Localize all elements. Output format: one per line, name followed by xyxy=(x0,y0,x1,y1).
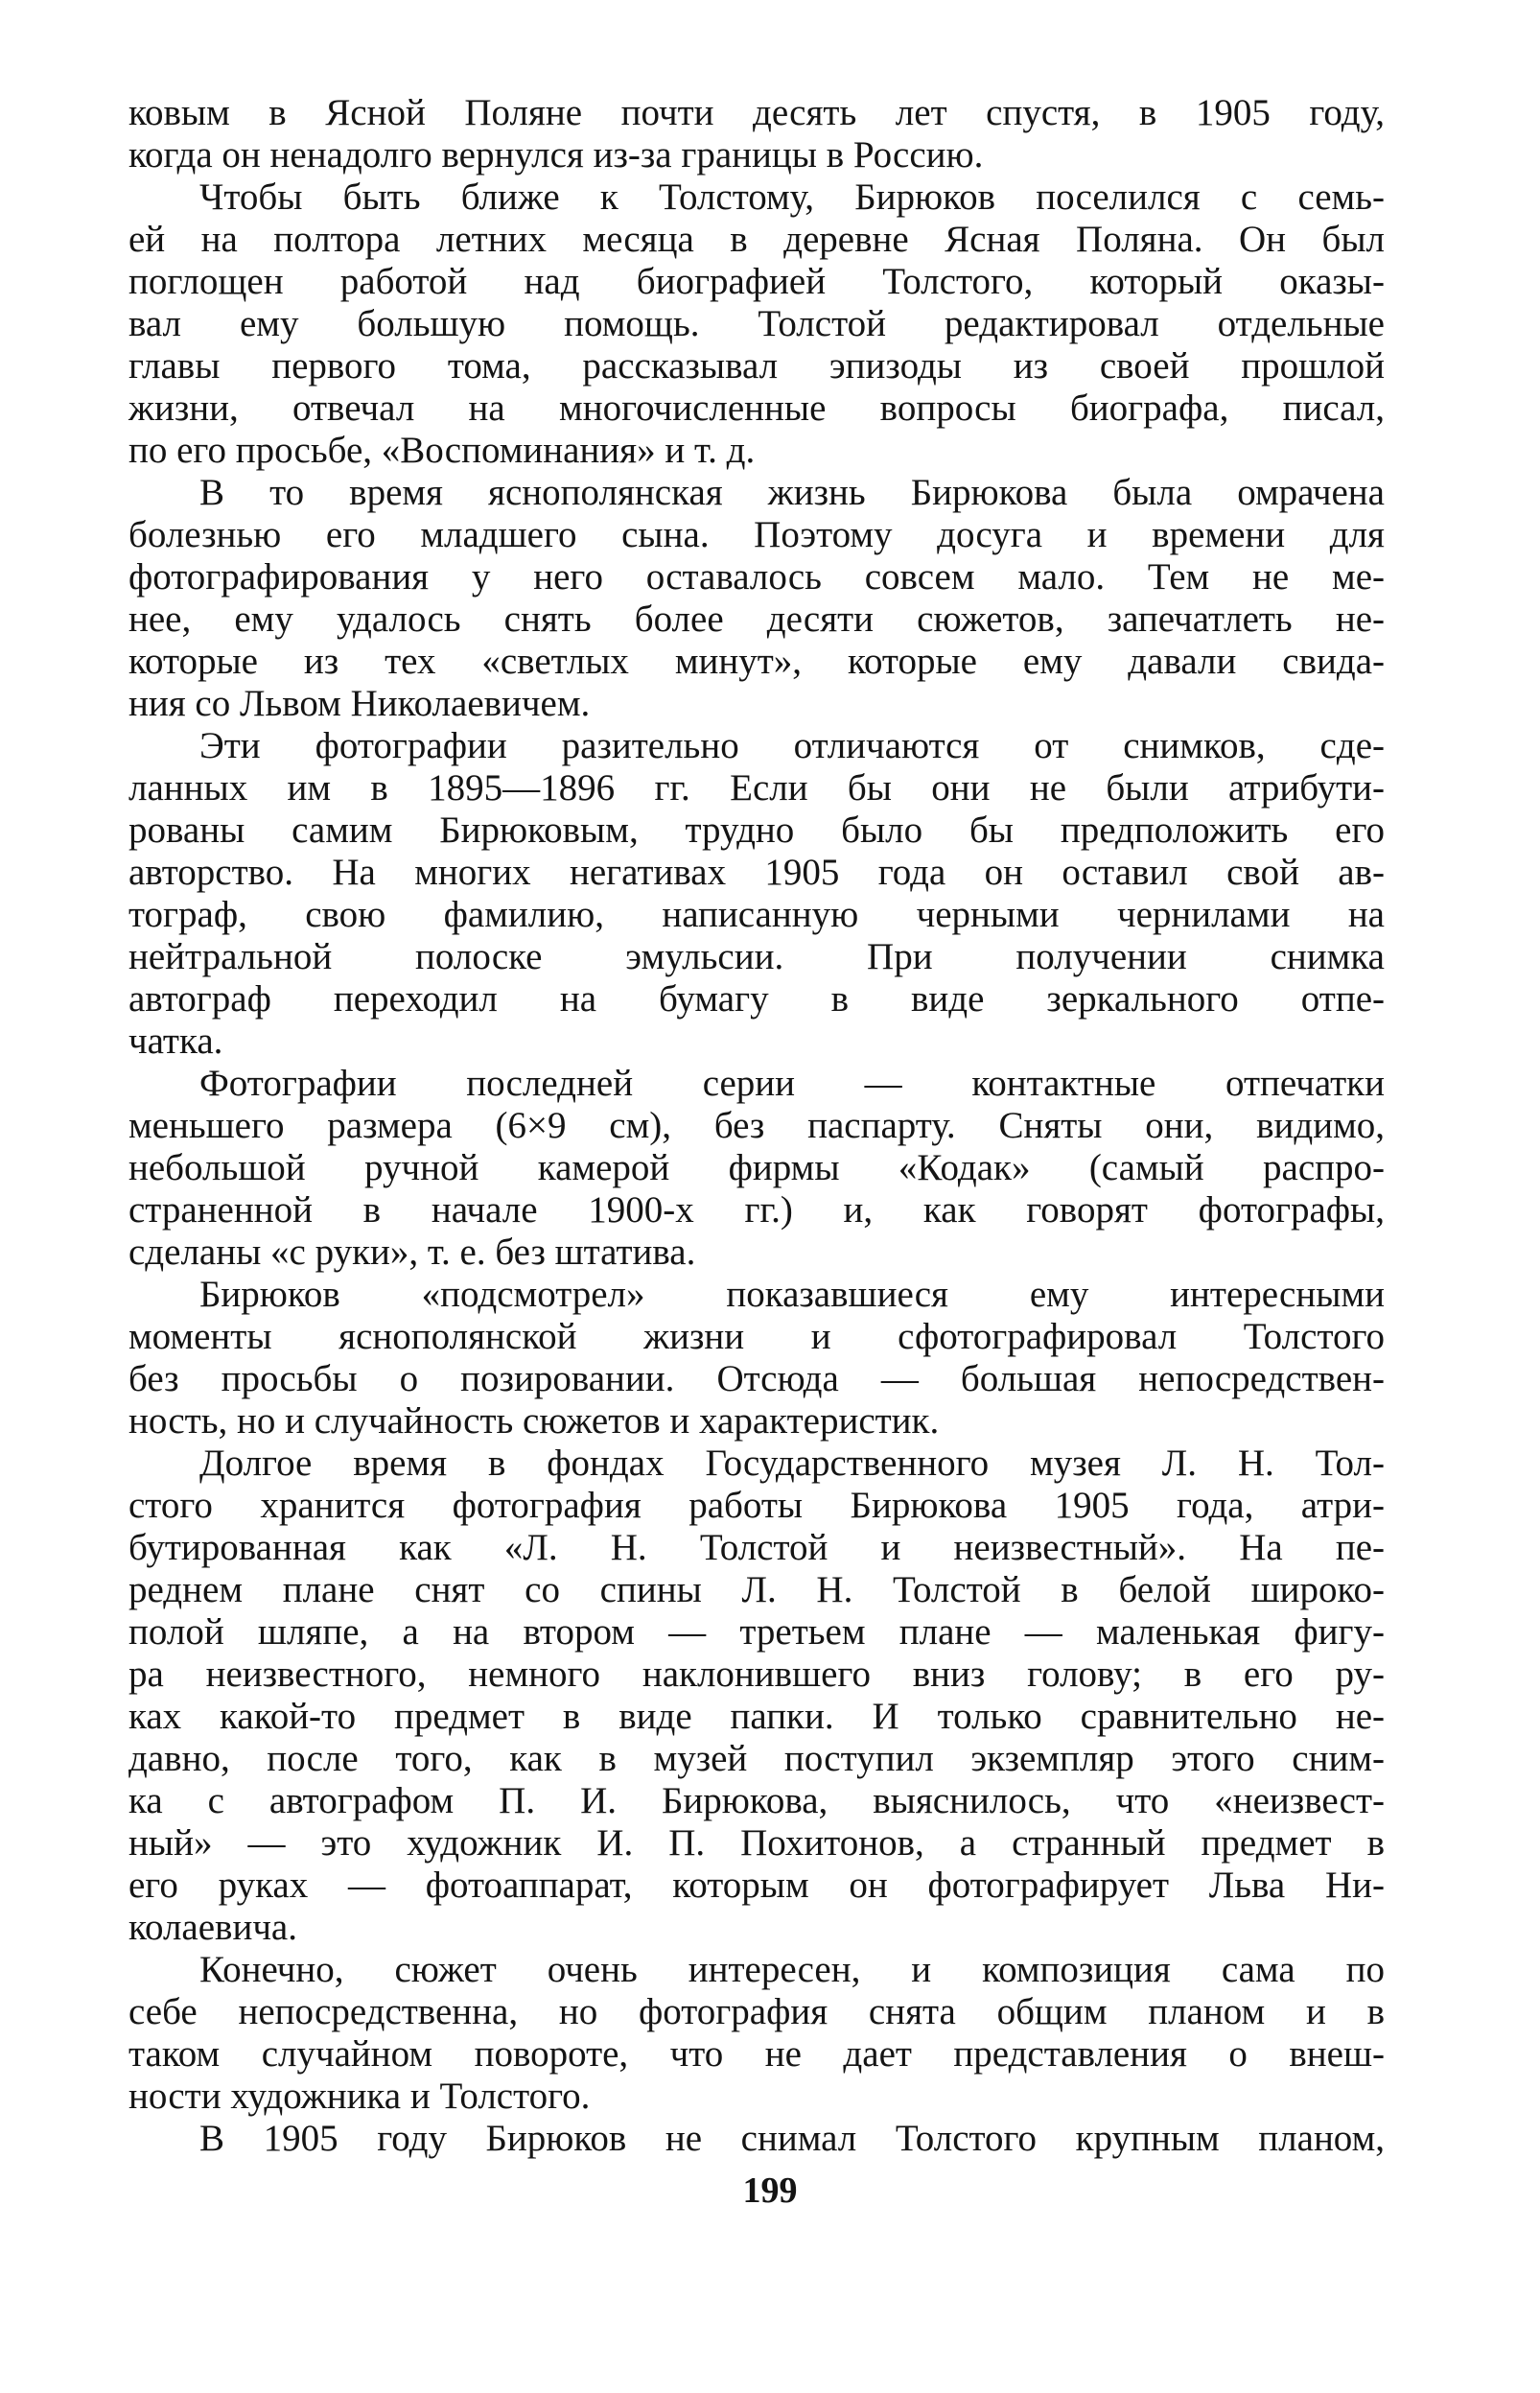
text-line: Долгое время в фондах Государственного музея Л. Н. Тол- xyxy=(199,1443,1385,1484)
text-line: ланных им в 1895—1896 гг. Если бы они не были атрибути- xyxy=(128,767,1385,809)
text-line: стого хранится фотография работы Бирюкова 1905 года, атри- xyxy=(128,1485,1385,1526)
text-line: сделаны «с руки», т. е. без штатива. xyxy=(128,1232,696,1273)
text-line: ра неизвестного, немного наклонившего вниз голову; в его ру- xyxy=(128,1654,1385,1695)
text-line: В 1905 году Бирюков не снимал Толстого крупным планом, xyxy=(199,2118,1385,2159)
text-line: ный» — это художник И. П. Похитонов, а странный предмет в xyxy=(128,1822,1385,1864)
text-line: меньшего размера (6×9 см), без паспарту. Сняты они, видимо, xyxy=(128,1105,1385,1146)
text-line: Фотографии последней серии — контактные отпечатки xyxy=(199,1063,1385,1104)
text-line: ния со Львом Николаевичем. xyxy=(128,683,591,724)
text-line: ность, но и случайность сюжетов и характеристик. xyxy=(128,1400,940,1442)
text-line: его руках — фотоаппарат, которым он фотографирует Льва Ни- xyxy=(128,1865,1385,1906)
text-line: страненной в начале 1900-х гг.) и, как говорят фотографы, xyxy=(128,1189,1385,1231)
text-line: ка с автографом П. И. Бирюкова, выяснилось, что «неизвест- xyxy=(128,1780,1385,1821)
text-line: полой шляпе, а на втором — третьем плане — маленькая фигу- xyxy=(128,1611,1385,1653)
text-line: жизни, отвечал на многочисленные вопросы биографа, писал, xyxy=(128,387,1385,429)
text-line: Чтобы быть ближе к Толстому, Бирюков поселился с семь- xyxy=(199,176,1385,218)
text-line: ковым в Ясной Поляне почти десять лет спустя, в 1905 году, xyxy=(128,92,1385,133)
text-line: ей на полтора летних месяца в деревне Ясная Поляна. Он был xyxy=(128,219,1385,260)
text-line: моменты яснополянской жизни и сфотографировал Толстого xyxy=(128,1316,1385,1357)
text-line: Эти фотографии разительно отличаются от снимков, сде- xyxy=(199,725,1385,766)
text-line: В то время яснополянская жизнь Бирюкова была омрачена xyxy=(199,472,1385,513)
text-line: чатка. xyxy=(128,1021,223,1062)
page-body xyxy=(128,92,1385,2160)
text-line: небольшой ручной камерой фирмы «Кодак» (самый распро- xyxy=(128,1147,1385,1188)
text-line: рованы самим Бирюковым, трудно было бы предположить его xyxy=(128,809,1385,851)
text-line: колаевича. xyxy=(128,1907,297,1948)
text-line: Конечно, сюжет очень интересен, и композиция сама по xyxy=(199,1949,1385,1990)
text-line: главы первого тома, рассказывал эпизоды из своей прошлой xyxy=(128,345,1385,387)
text-line: по его просьбе, «Воспоминания» и т. д. xyxy=(128,430,756,471)
text-line: которые из тех «светлых минут», которые ему давали свида- xyxy=(128,641,1385,682)
text-line: нее, ему удалось снять более десяти сюжетов, запечатлеть не- xyxy=(128,598,1385,640)
text-line: Бирюков «подсмотрел» показавшиеся ему интересными xyxy=(199,1274,1385,1315)
text-line: автограф переходил на бумагу в виде зеркального отпе- xyxy=(128,978,1385,1020)
text-line: себе непосредственна, но фотография снята общим планом и в xyxy=(128,1991,1385,2032)
text-line: таком случайном повороте, что не дает представления о внеш- xyxy=(128,2033,1385,2075)
text-line: давно, после того, как в музей поступил экземпляр этого сним- xyxy=(128,1738,1385,1779)
text-line: поглощен работой над биографией Толстого, который оказы- xyxy=(128,261,1385,302)
text-line: нейтральной полоске эмульсии. При получении снимка xyxy=(128,936,1385,977)
text-line: тограф, свою фамилию, написанную черными чернилами на xyxy=(128,894,1385,935)
text-line: ках какой-то предмет в виде папки. И только сравнительно не- xyxy=(128,1696,1385,1737)
text-line: ности художника и Толстого. xyxy=(128,2076,591,2117)
text-line: болезнью его младшего сына. Поэтому досуга и времени для xyxy=(128,514,1385,555)
text-line: фотографирования у него оставалось совсем мало. Тем не ме- xyxy=(128,556,1385,598)
text-line: без просьбы о позировании. Отсюда — большая непосредствен- xyxy=(128,1358,1385,1399)
text-line: когда он ненадолго вернулся из-за границы в Россию. xyxy=(128,134,984,176)
page-number: 199 xyxy=(742,2170,798,2211)
text-line: бутированная как «Л. Н. Толстой и неизвестный». На пе- xyxy=(128,1527,1385,1568)
text-line: вал ему большую помощь. Толстой редактировал отдельные xyxy=(128,303,1385,344)
text-line: авторство. На многих негативах 1905 года он оставил свой ав- xyxy=(128,852,1385,893)
text-line: реднем плане снят со спины Л. Н. Толстой в белой широко- xyxy=(128,1569,1385,1610)
